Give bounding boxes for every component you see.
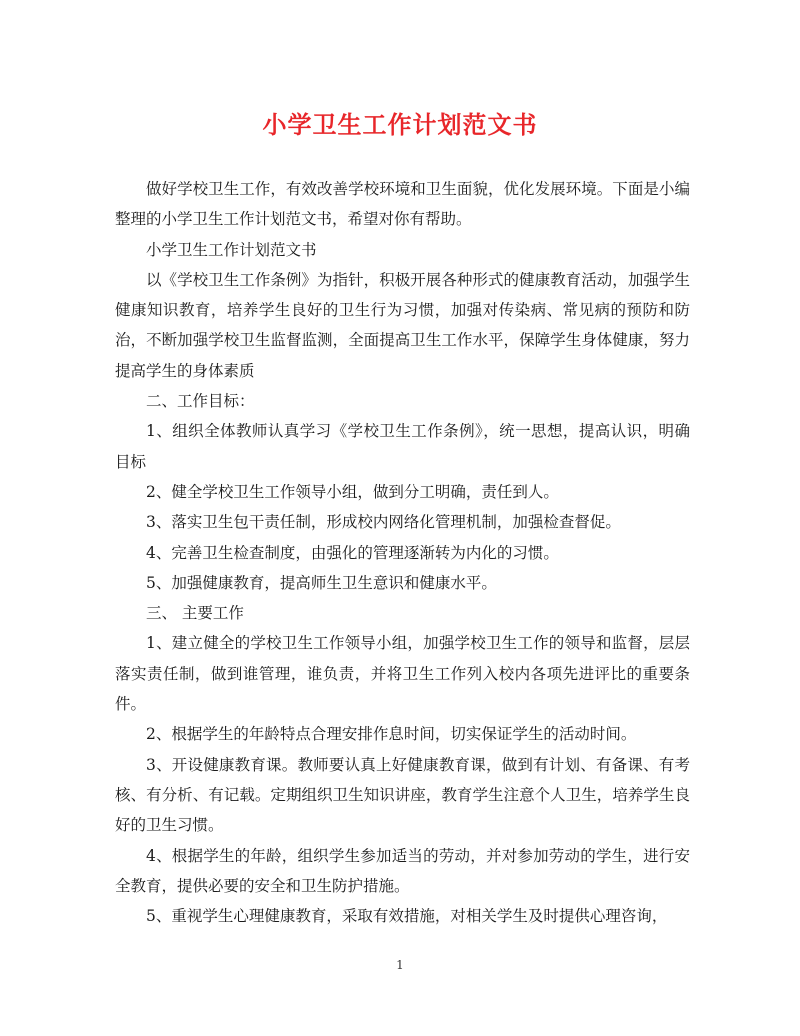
section-heading-goals: 二、工作目标： xyxy=(146,392,255,411)
goal-item-1: 1、组织全体教师认真学习《学校卫生工作条例》，统一思想，提高认识，明确目标 xyxy=(115,422,690,471)
document-body xyxy=(115,174,690,931)
work-item-5: 5、重视学生心理健康教育，采取有效措施，对相关学生及时提供心理咨询， xyxy=(146,907,668,926)
paragraph-intro: 做好学校卫生工作，有效改善学校环境和卫生面貌，优化发展环境。下面是小编整理的小学卫生工作计划范文书，希望对你有帮助。 xyxy=(115,180,690,229)
goal-item-3: 3、落实卫生包干责任制，形成校内网络化管理机制，加强检查督促。 xyxy=(146,513,621,532)
section-heading-main-work: 三、 主要工作 xyxy=(146,604,244,623)
work-item-4: 4、根据学生的年龄，组织学生参加适当的劳动，并对参加劳动的学生，进行安全教育，提供必要的安全和卫生防护措施。 xyxy=(115,846,690,895)
paragraph-guideline: 以《学校卫生工作条例》为指针，积极开展各种形式的健康教育活动，加强学生健康知识教育，培养学生良好的卫生行为习惯，加强对传染病、常见病的预防和防治，不断加强学校卫生监督监测，全面提高卫生工作水平，保障学生身体健康，努力提高学生的身体素质 xyxy=(115,270,690,380)
goal-item-2: 2、健全学校卫生工作领导小组，做到分工明确，责任到人。 xyxy=(146,482,559,501)
page-number: 1 xyxy=(396,958,404,972)
paragraph-subtitle: 小学卫生工作计划范文书 xyxy=(146,240,317,259)
work-item-1: 1、建立健全的学校卫生工作领导小组，加强学校卫生工作的领导和监督，层层落实责任制，做到谁管理，谁负责，并将卫生工作列入校内各项先进评比的重要条件。 xyxy=(115,634,690,714)
goal-item-4: 4、完善卫生检查制度，由强化的管理逐渐转为内化的习惯。 xyxy=(146,543,559,562)
work-item-2: 2、根据学生的年龄特点合理安排作息时间，切实保证学生的活动时间。 xyxy=(146,725,637,744)
work-item-3: 3、开设健康教育课。教师要认真上好健康教育课，做到有计划、有备课、有考核、有分析、有记载。定期组织卫生知识讲座，教育学生注意个人卫生，培养学生良好的卫生习惯。 xyxy=(115,755,690,835)
goal-item-5: 5、加强健康教育，提高师生卫生意识和健康水平。 xyxy=(146,573,497,592)
document-title: 小学卫生工作计划范文书 xyxy=(262,110,538,139)
